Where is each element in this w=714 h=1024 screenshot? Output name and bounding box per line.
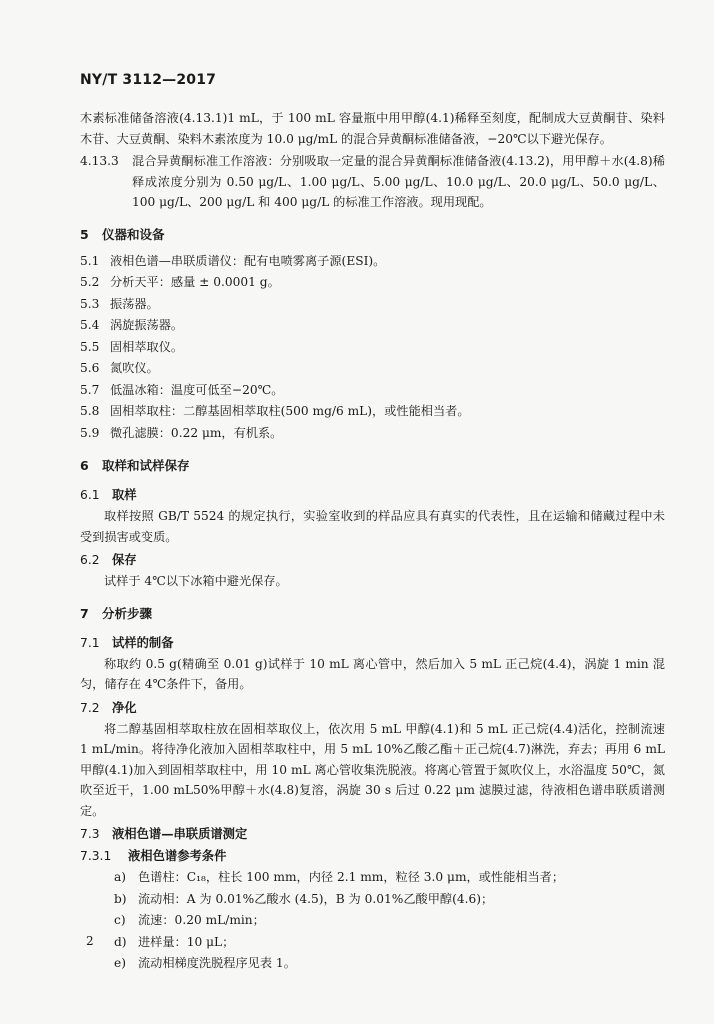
list-item <box>114 932 665 954</box>
item-label: a) <box>114 870 127 884</box>
clause-number: 4.13.3 <box>80 154 119 168</box>
subsection-title: 保存 <box>112 553 137 567</box>
item-label: c) <box>114 913 126 927</box>
clause-number: 5.3 <box>80 296 100 311</box>
clause-text: 微孔滤膜：0.22 μm，有机系。 <box>110 425 283 440</box>
clause-5-8 <box>80 401 665 423</box>
clause-text: 固相萃取仪。 <box>110 339 184 354</box>
subsection-6-2-heading <box>80 549 665 571</box>
list-item <box>114 953 665 975</box>
subsection-6-1-heading <box>80 484 665 506</box>
clause-number: 5.9 <box>80 425 100 440</box>
clause-4-13-3 <box>80 151 665 213</box>
clause-5-9 <box>80 423 665 445</box>
subsection-7-3-1-heading <box>80 845 665 867</box>
subsection-title: 取样 <box>112 488 137 502</box>
subsection-7-2-text: 将二醇基固相萃取柱放在固相萃取仪上，依次用 5 mL 甲醇(4.1)和 5 mL 正己烷(4.4)活化，控制流速 1 mL/min。将待净化液加入固相萃取柱中，用 5 mL 10%乙酸乙酯＋正己烷(4.7)淋洗，弃去；再用 6 mL 甲醇(4.1)加入到固相萃取柱中，用 10 mL 离心管收集洗脱液。将离心管置于氮吹仪上，水浴温度 50℃，氮吹至近干，1.00 mL50%甲醇＋水(4.8)复溶，涡旋 30 s 后过 0.22 μm 滤膜过滤，待液相色谱串联质谱测定。 <box>80 721 665 818</box>
subsection-number: 7.3 <box>80 827 100 841</box>
clause-text: 液相色谱—串联质谱仪：配有电喷雾离子源(ESI)。 <box>110 253 386 268</box>
section-title: 仪器和设备 <box>102 226 165 242</box>
clause-text: 低温冰箱：温度可低至−20℃。 <box>110 382 284 397</box>
subsection-title: 液相色谱—串联质谱测定 <box>112 827 248 841</box>
list-item <box>114 889 665 911</box>
list-item <box>114 910 665 932</box>
section-title: 分析步骤 <box>102 605 153 621</box>
clause-5-6 <box>80 358 665 380</box>
clause-number: 5.5 <box>80 339 100 354</box>
subsection-7-1-text: 称取约 0.5 g(精确至 0.01 g)试样于 10 mL 离心管中，然后加入 5 mL 正己烷(4.4)，涡旋 1 min 混匀，储存在 4℃条件下，备用。 <box>80 656 665 691</box>
section-number: 6 <box>80 458 89 473</box>
list-item <box>114 867 665 889</box>
section-6-heading <box>80 454 665 478</box>
subsection-number: 6.1 <box>80 488 100 502</box>
clause-number: 5.7 <box>80 382 100 397</box>
subsection-6-2-text: 试样于 4℃以下冰箱中避光保存。 <box>104 574 288 588</box>
item-text: 流速：0.20 mL/min； <box>138 913 265 927</box>
section-5-heading <box>80 223 665 247</box>
subsection-number: 7.1 <box>80 635 100 650</box>
item-text: 流动相：A 为 0.01%乙酸水 (4.5)，B 为 0.01%乙酸甲醇(4.6)； <box>138 891 494 906</box>
clause-text: 振荡器。 <box>110 296 159 311</box>
subsection-number: 7.2 <box>80 700 100 715</box>
subsection-title: 净化 <box>112 700 137 715</box>
clause-5-3 <box>80 294 665 316</box>
paragraph-continuation: 木素标准储备溶液(4.13.1)1 mL，于 100 mL 容量瓶中用甲醇(4.1)稀释至刻度，配制成大豆黄酮苷、染料木苷、大豆黄酮、染料木素浓度为 10.0 μg/mL 的混合异黄酮标准储备液，−20℃以下避光保存。 <box>80 111 665 146</box>
subsection-title: 液相色谱参考条件 <box>128 849 227 863</box>
clause-text: 涡旋振荡器。 <box>110 318 184 332</box>
item-text: 流动相梯度洗脱程序见表 1。 <box>138 956 296 970</box>
clause-text: 氮吹仪。 <box>110 361 159 375</box>
section-number: 5 <box>80 226 89 242</box>
clause-5-2 <box>80 272 665 294</box>
clause-number: 5.4 <box>80 318 100 332</box>
clause-text: 分析天平：感量 ± 0.0001 g。 <box>110 275 280 289</box>
item-text: 色谱柱：C₁₈，柱长 100 mm，内径 2.1 mm，粒径 3.0 μm，或性能相当者； <box>138 870 565 884</box>
clause-5-1 <box>80 251 665 273</box>
item-label: d) <box>114 934 127 949</box>
subsection-6-1-text: 取样按照 GB/T 5524 的规定执行，实验室收到的样品应具有真实的代表性，且在运输和储藏过程中未受到损害或变质。 <box>80 509 665 544</box>
section-7-heading <box>80 602 665 626</box>
subsection-7-1-heading <box>80 632 665 654</box>
section-number: 7 <box>80 605 89 621</box>
page-content <box>80 108 665 975</box>
subsection-number: 7.3.1 <box>80 849 112 863</box>
clause-5-5 <box>80 337 665 359</box>
clause-text: 混合异黄酮标准工作溶液：分别吸取一定量的混合异黄酮标准储备液(4.13.2)，用甲醇＋水(4.8)稀释成浓度分别为 0.50 μg/L、1.00 μg/L、5.00 μg/L、10.0 μg/L、20.0 μg/L、50.0 μg/L、100 μg/L、200 μg/L 和 400 μg/L 的标准工作溶液。现用现配。 <box>132 154 665 209</box>
subsection-number: 6.2 <box>80 553 100 567</box>
section-5-items <box>80 251 665 445</box>
clause-5-7 <box>80 380 665 402</box>
clause-number: 5.2 <box>80 275 100 289</box>
subsection-7-2-heading <box>80 697 665 719</box>
clause-number: 5.6 <box>80 361 100 375</box>
section-title: 取样和试样保存 <box>102 458 190 473</box>
page-number: 2 <box>86 934 94 948</box>
standard-header: NY/T 3112—2017 <box>80 72 217 88</box>
item-text: 进样量：10 μL； <box>138 934 235 949</box>
clause-number: 5.1 <box>80 253 100 268</box>
clause-number: 5.8 <box>80 404 100 418</box>
subsection-title: 试样的制备 <box>112 635 174 650</box>
item-label: b) <box>114 891 127 906</box>
item-label: e) <box>114 956 126 970</box>
clause-text: 固相萃取柱：二醇基固相萃取柱(500 mg/6 mL)，或性能相当者。 <box>110 404 470 418</box>
clause-5-4 <box>80 315 665 337</box>
subsection-7-3-heading <box>80 823 665 845</box>
lc-conditions-list <box>80 867 665 975</box>
